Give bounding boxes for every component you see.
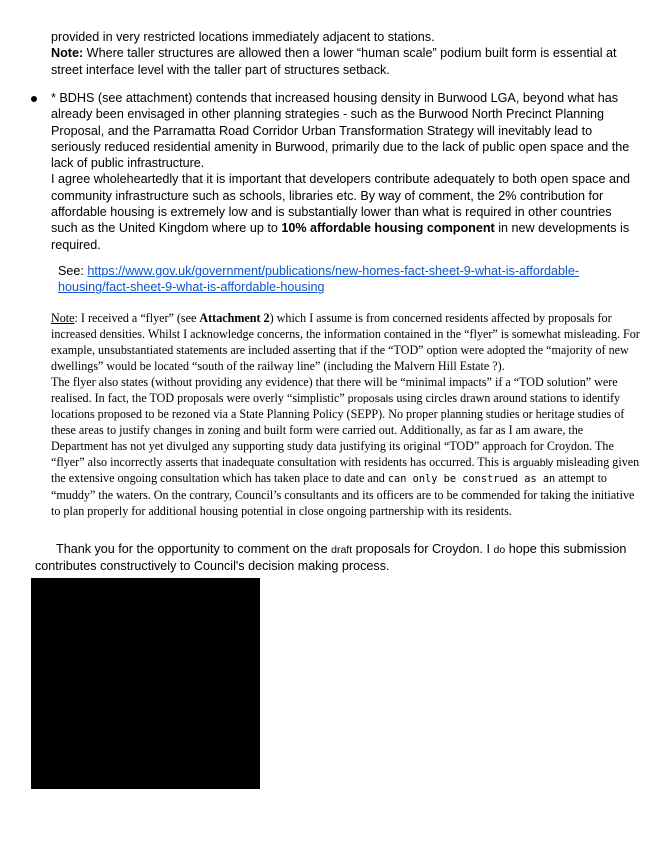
flyer-note-paragraph-2 (51, 375, 641, 520)
closing-t2: proposals for Croydon. I (352, 542, 494, 556)
do-word: do (493, 544, 506, 556)
flyer-note-t2: ) which I assume is from concerned residents affected by proposals for increased densities. Whilst I acknowledge concerns, the information contained in the “flyer” is somewhat misleading. For example, unsubstantiated statements are included asserting that if the “TOD” option were adopted the “majority of new dwellings” would be located “south of the railway line” (including the Malvern Hill Estate ?). (51, 311, 640, 373)
see-reference (58, 263, 598, 296)
note-paragraph (51, 45, 636, 78)
gov-uk-link[interactable]: https://www.gov.uk/government/publications/new-homes-fact-sheet-9-what-is-affordable-housing/fact-sheet-9-what-is-affordable-housing (58, 264, 580, 295)
flyer-note-t4: using circles drawn around stations to identify locations proposed to be rezoned via a State Planning Policy (SEPP). No proper planning studies or heritage studies of these areas to justify changes in zoning and built form were carried out. Additionally, as far as I am aware, the Department has not yet divulged any supporting study data justifying its original “TOD” approach for Croydon. The “flyer” also incorrectly asserts that inadequate consultation with residents has occurred. This is (51, 390, 625, 469)
see-label: See: (58, 264, 88, 278)
closing-t1: Thank you for the opportunity to comment on the (56, 542, 332, 556)
bullet-p2-before: I agree wholeheartedly that it is important that developers contribute adequately to both open space and community infrastructure such as schools, libraries etc. By way of comment, the 2% contribution for affordable housing is extremely low and is substantially lower than what is required in other countries such as the United Kingdom where up to (51, 172, 630, 236)
closing-t3: hope this submission contributes constructively to Council's decision making process. (35, 542, 627, 574)
intro-paragraph (51, 29, 636, 78)
bullet-paragraph-1: * BDHS (see attachment) contends that increased housing density in Burwood LGA, beyond what has already been envisaged in other planning strategies - such as the Burwood North Precinct Planning Proposal, and the Parramatta Road Corridor Urban Transformation Strategy will inevitably lead to seriously reduced residential amenity in Burwood, primarily due to the lack of public open space and the lack of public infrastructure. (51, 91, 630, 171)
flyer-note-label: Note (51, 311, 75, 325)
flyer-note-t3: The flyer also states (without providing any evidence) that there will be “minimal impacts” if a “TOD solution” were realised. In fact, the TOD proposals were overly “simplistic” (51, 374, 618, 405)
attachment-2-bold: Attachment 2 (199, 311, 270, 325)
flyer-note-t5: misleading given the extensive ongoing consultation which has taken place to date and (51, 454, 640, 485)
intro-line: provided in very restricted locations immediately adjacent to stations. (51, 30, 435, 44)
bullet-paragraph-2 (51, 171, 641, 252)
affordable-housing-bold: 10% affordable housing component (281, 221, 495, 236)
flyer-note-t1: : I received a “flyer” (see (74, 311, 200, 325)
note-label: Note: (51, 46, 84, 61)
construed-phrase: can only be construed as an (387, 472, 556, 485)
bullet-p2-after: in new developments is required. (51, 221, 630, 252)
bullet-dot-icon (31, 96, 37, 102)
flyer-note-paragraph-1 (51, 311, 641, 375)
flyer-note-section (51, 311, 641, 520)
proposals-word: proposals (347, 392, 394, 405)
note-text: Where taller structures are allowed then a lower “human scale” podium built form is essential at street interface level with the taller part of structures setback. (51, 46, 617, 77)
draft-word: draft (331, 544, 353, 556)
arguably-word: arguably (512, 456, 554, 469)
flyer-note-t6: attempt to “muddy” the waters. On the contrary, Council’s consultants and its officers are to be commended for taking the initiative to plan properly for additional housing potential in close ongoing partnership with its residents. (51, 470, 635, 518)
redacted-signature-block (31, 578, 260, 789)
bullet-item (51, 90, 641, 253)
closing-paragraph (35, 541, 635, 575)
